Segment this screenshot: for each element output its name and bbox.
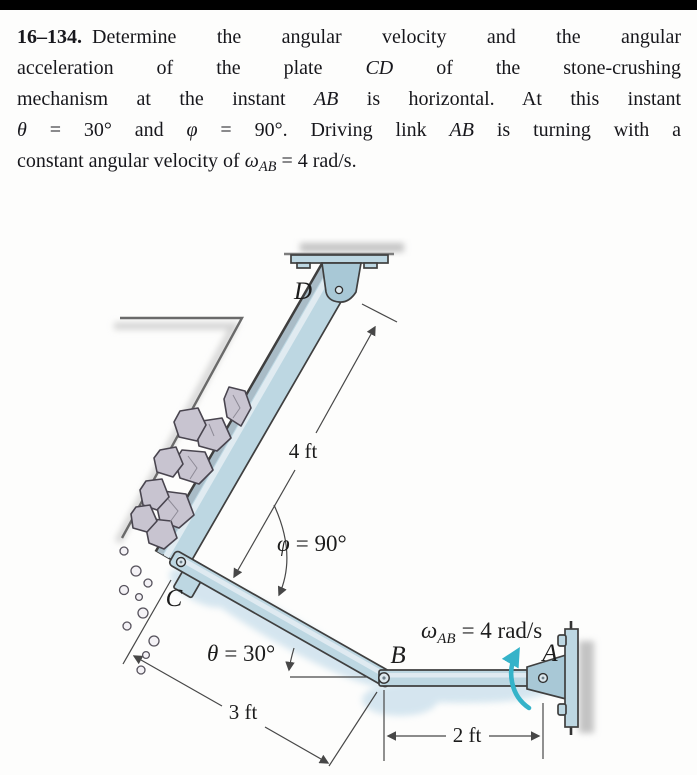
pin-d [335, 286, 342, 293]
problem-line: constant angular velocity of $\omega_{AB} = 4$ rad/s. [17, 150, 357, 176]
problem-number: 16–134. [17, 26, 82, 48]
pebble [120, 547, 128, 555]
wall-bolt [558, 704, 566, 715]
pebble [149, 636, 159, 646]
label-joint-d: D [293, 278, 313, 305]
wall-plate-a [565, 629, 578, 727]
label-len-cb: 3 ft [228, 700, 258, 724]
pebble [123, 622, 131, 630]
dim-4ft-lower [234, 470, 295, 577]
problem-line: θ = 30° and φ = 90°. Driving link AB is turning with a [17, 119, 682, 141]
pebble [144, 579, 152, 587]
clevis-d [322, 263, 361, 302]
pin-b-dot [382, 676, 385, 679]
wall-bolt [558, 635, 566, 646]
pin-a-dot [542, 677, 545, 680]
pebble [137, 666, 145, 674]
label-len-cd: 4 ft [288, 439, 318, 463]
label-joint-a: A [542, 640, 558, 667]
ceiling-plate [291, 255, 388, 263]
wall-shadow-a [579, 641, 594, 733]
label-joint-c: C [165, 585, 183, 612]
pebble [143, 652, 150, 659]
problem-line: mechanism at the instant AB is horizontal. At this instant [17, 88, 682, 110]
ceiling-bolt [364, 263, 377, 268]
label-phi: φ = 90° [277, 531, 347, 556]
pebble [138, 608, 148, 618]
ceiling-bolt [297, 263, 310, 268]
label-joint-b: B [390, 642, 406, 669]
dim-4ft-tick [362, 304, 397, 322]
pin-c-dot [180, 561, 183, 564]
label-omega: $\omega_{AB} = 4$ rad/s [421, 618, 543, 647]
label-len-ab: 2 ft [452, 723, 482, 747]
dim-3ft-lower [265, 727, 328, 763]
label-theta: θ = 30° [207, 641, 276, 666]
pebble [136, 594, 143, 601]
pebble [120, 586, 129, 595]
problem-statement [17, 22, 681, 183]
problem-line: acceleration of the plate CD of the stone-crushing [17, 57, 681, 79]
ceiling-shadow [300, 243, 404, 252]
theta-arrow [289, 648, 294, 670]
pebble [131, 566, 141, 576]
link-ab-highlight [384, 673, 530, 678]
link-cb [165, 550, 394, 688]
problem-line: 16–134. Determine the angular velocity and the angular [17, 26, 681, 48]
ext-line-b-diag [329, 692, 377, 766]
dim-4ft-upper [316, 327, 375, 433]
